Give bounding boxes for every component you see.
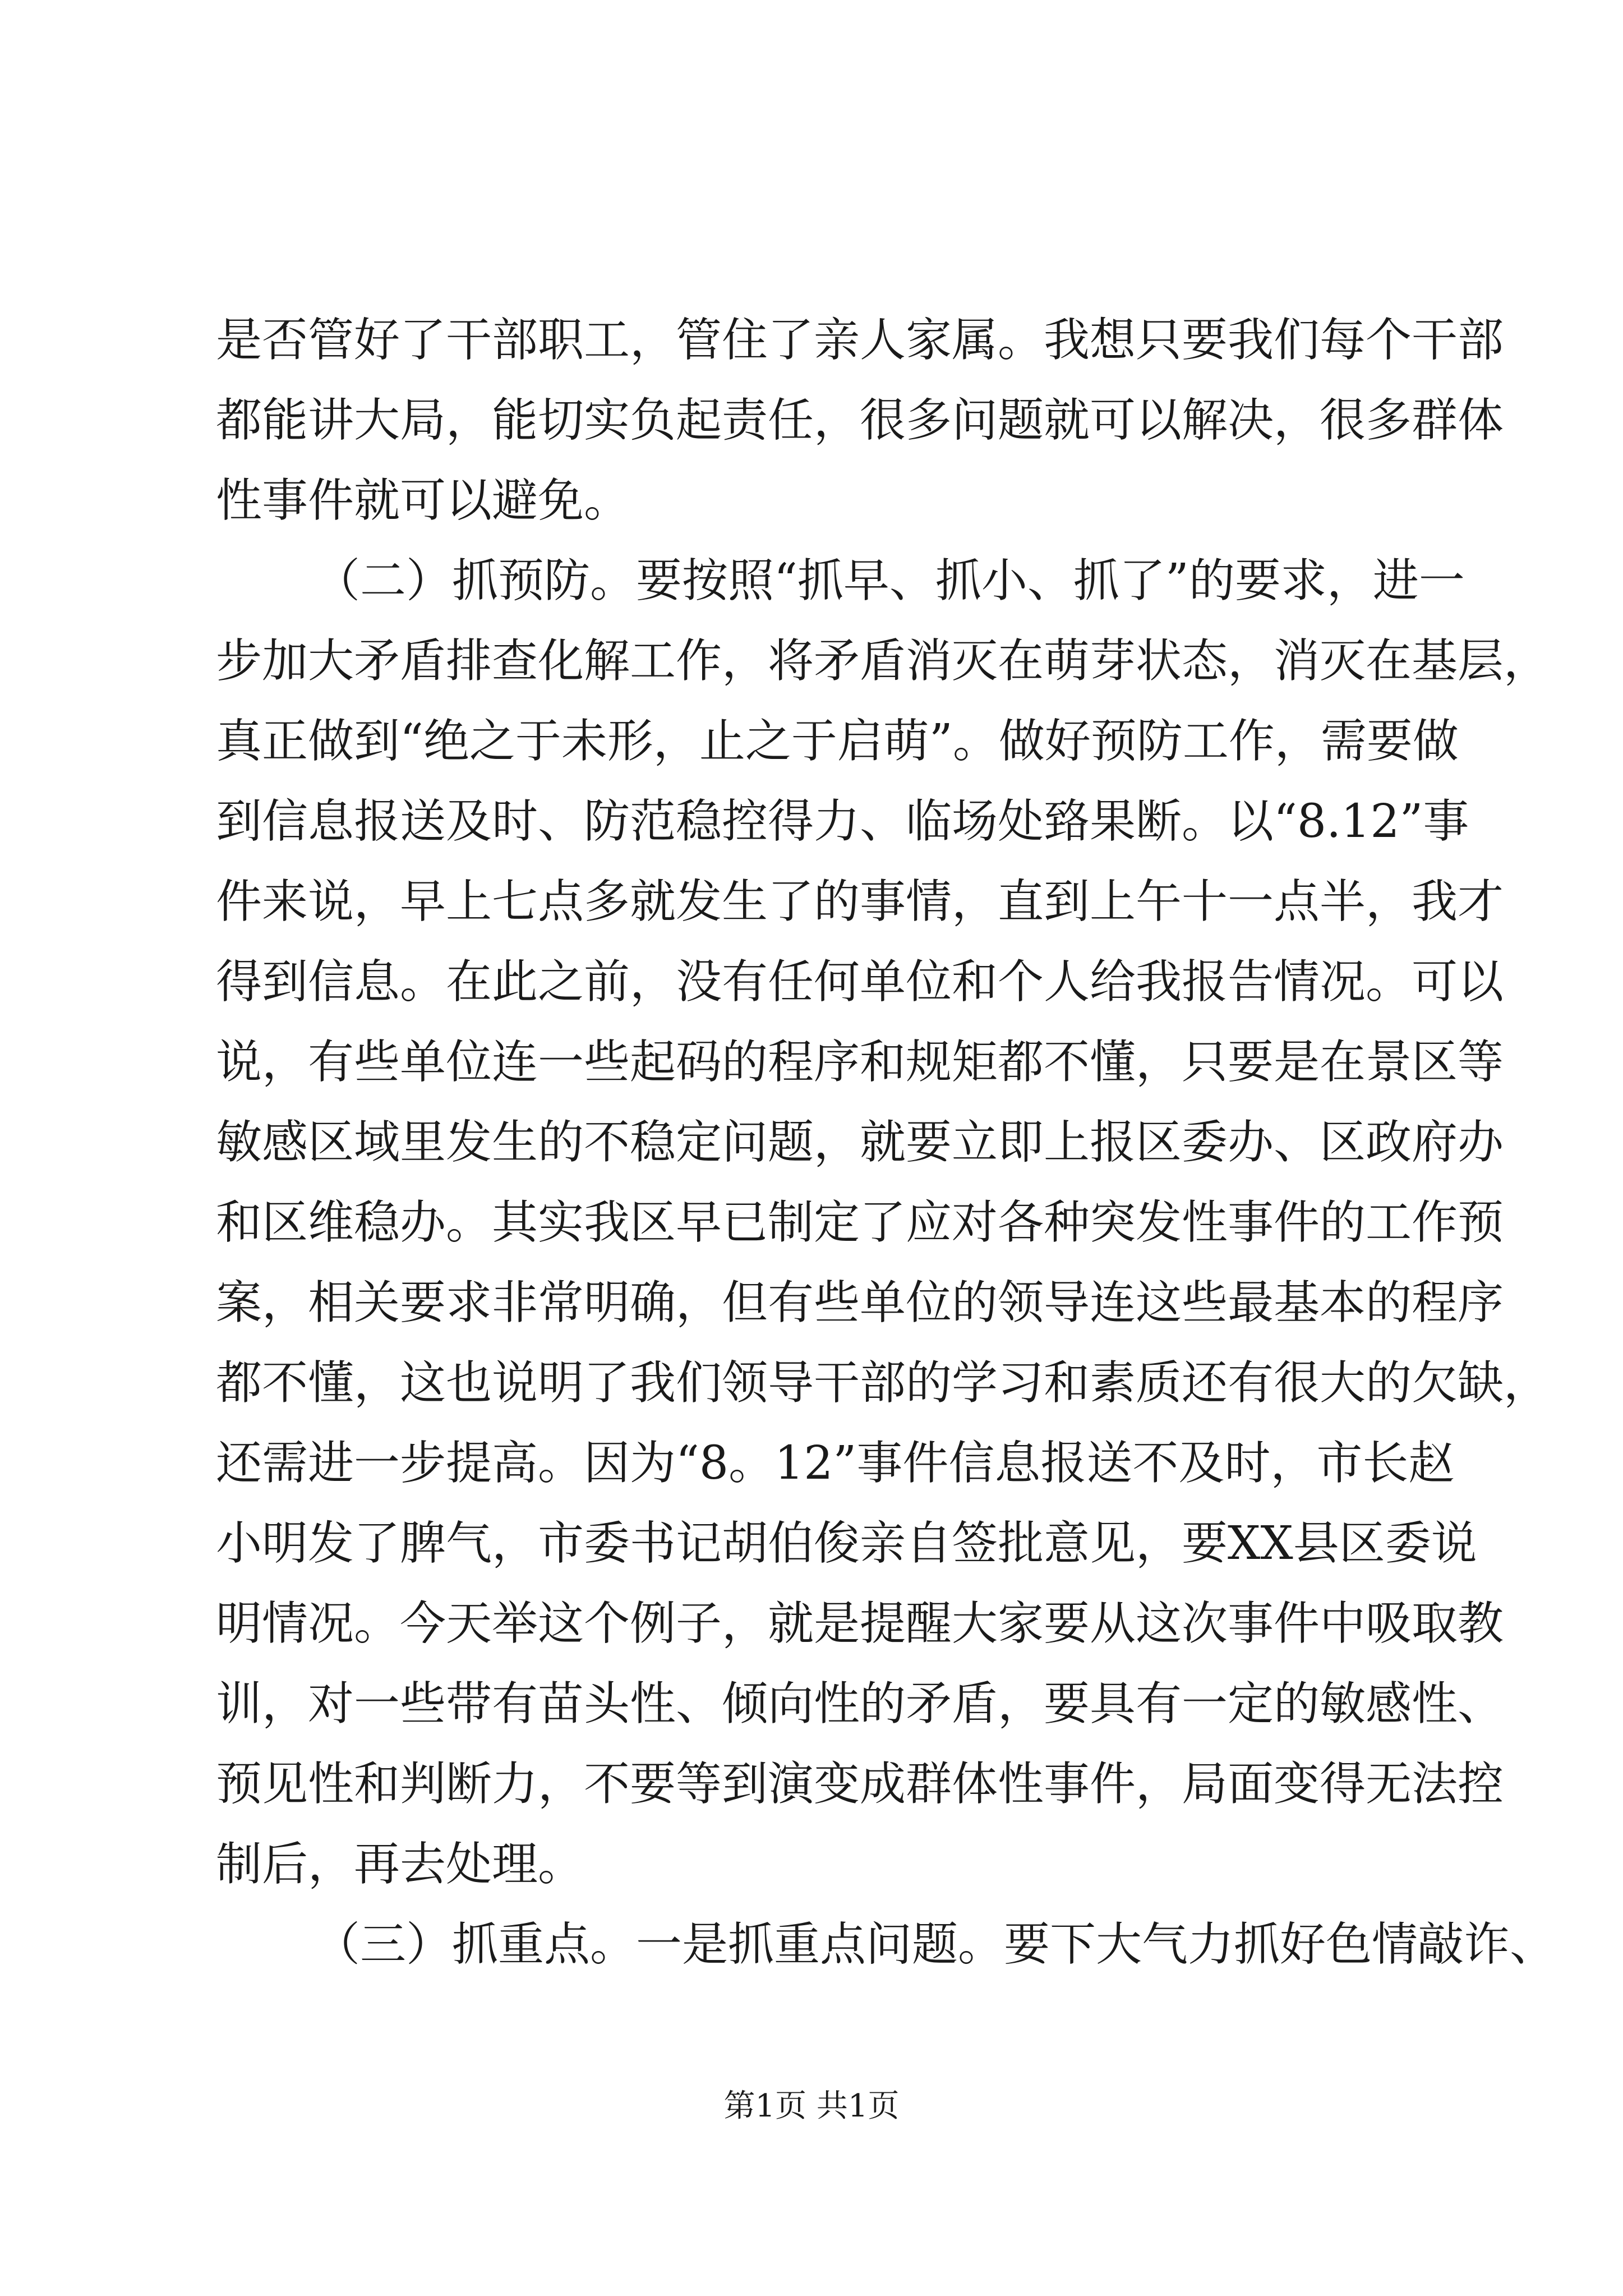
- text-line: 得到信息。在此之前，没有任何单位和个人给我报告情况。可以: [216, 955, 1504, 1009]
- text-line: 性事件就可以避免。: [216, 474, 630, 527]
- text-line: 真正做到“绝之于未形，止之于启萌”。做好预防工作，需要做: [216, 715, 1459, 768]
- text-line: 都能讲大局，能切实负起责任，很多问题就可以解决，很多群体: [216, 394, 1504, 447]
- text-line: 是否管好了干部职工，管住了亲人家属。我想只要我们每个干部: [216, 314, 1504, 367]
- text-line: 明情况。今天举这个例子，就是提醒大家要从这次事件中吸取教: [216, 1597, 1504, 1650]
- text-line: 训，对一些带有苗头性、倾向性的矛盾，要具有一定的敏感性、: [216, 1677, 1504, 1731]
- text-line: 制后，再去处理。: [216, 1838, 584, 1891]
- document-body: [216, 300, 1556, 1985]
- text-line: 小明发了脾气，市委书记胡伯俊亲自签批意见，要XX县区委说: [216, 1517, 1477, 1570]
- text-line: （二）抓预防。要按照“抓早、抓小、抓了”的要求，进一: [314, 554, 1465, 608]
- text-line: 敏感区域里发生的不稳定问题，就要立即上报区委办、区政府办: [216, 1116, 1504, 1169]
- text-line: 件来说，早上七点多就发生了的事情，直到上午十一点半，我才: [216, 875, 1504, 928]
- text-line: 步加大矛盾排查化解工作，将矛盾消灭在萌芽状态，消灭在基层，: [216, 634, 1550, 688]
- text-line: 说，有些单位连一些起码的程序和规矩都不懂，只要是在景区等: [216, 1036, 1504, 1089]
- text-line: （三）抓重点。一是抓重点问题。要下大气力抓好色情敲诈、: [314, 1918, 1556, 1971]
- page-footer: 第1页 共1页: [723, 2088, 900, 2124]
- text-line: 还需进一步提高。因为“8。12”事件信息报送不及时，市长赵: [216, 1437, 1455, 1490]
- text-line: 和区维稳办。其实我区早已制定了应对各种突发性事件的工作预: [216, 1196, 1504, 1249]
- text-line: 预见性和判断力，不要等到演变成群体性事件，局面变得无法控: [216, 1757, 1504, 1811]
- text-line: 案，相关要求非常明确，但有些单位的领导连这些最基本的程序: [216, 1276, 1504, 1329]
- text-line: 都不懂，这也说明了我们领导干部的学习和素质还有很大的欠缺，: [216, 1356, 1550, 1410]
- text-line: 到信息报送及时、防范稳控得力、临场处臵果断。以“8.12”事: [216, 795, 1469, 848]
